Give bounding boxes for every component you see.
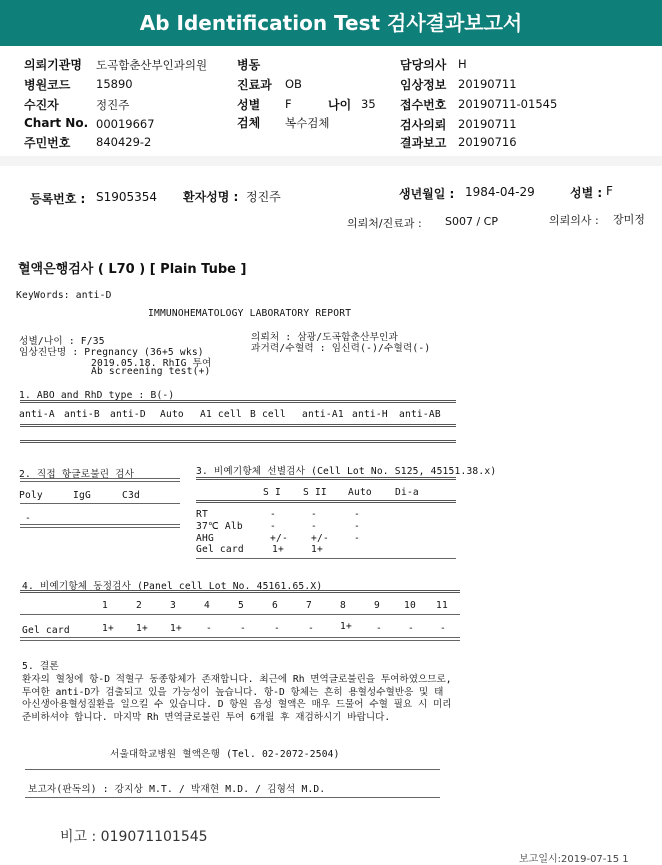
order-info-panel	[0, 46, 662, 156]
screen-row-gel-name: Gel card	[196, 544, 244, 555]
screen-header-dia: Di-a	[395, 487, 419, 498]
panel-result-4: -	[206, 623, 212, 634]
screen-row-alb-s2: -	[311, 521, 317, 532]
institution-label: 의뢰기관명	[24, 58, 82, 72]
screen-row-ahg-s2: +/-	[311, 533, 329, 544]
abo-header-anti-a1: anti-A1	[302, 409, 344, 420]
sex-label: 성별	[237, 98, 261, 112]
reg-no-value: S1905354	[96, 190, 158, 204]
examinee-value: 정진주	[96, 98, 130, 112]
diagnosis-line-1: 임상진단명 : Pregnancy (36+5 wks)	[19, 347, 204, 358]
rule	[20, 590, 460, 593]
rule	[20, 440, 456, 443]
department-value: OB	[285, 77, 302, 91]
screen-row-rt-s2: -	[311, 509, 317, 520]
age-value: 35	[361, 97, 376, 111]
panel-result-8: 1+	[340, 621, 352, 632]
hospital-code-label: 병원코드	[24, 78, 71, 92]
section-4-title: 4. 비예기항체 동정검사 (Panel cell Lot No. 45161.65.X)	[22, 581, 323, 592]
screen-row-ahg-name: AHG	[196, 533, 214, 544]
dat-header-c3d: C3d	[122, 490, 140, 501]
panel-result-9: -	[376, 623, 382, 634]
screen-row-ahg-auto: -	[354, 533, 360, 544]
rule	[25, 797, 440, 798]
lab-report-title: IMMUNOHEMATOLOGY LABORATORY REPORT	[148, 308, 352, 319]
sex-value: F	[285, 97, 292, 111]
panel-row-label: Gel card	[22, 625, 70, 636]
rule	[196, 477, 456, 480]
section-divider	[0, 156, 662, 166]
req-doctor-label: 의뢰의사 :	[549, 214, 599, 227]
panel-result-1: 1+	[102, 623, 114, 634]
rule	[20, 614, 460, 615]
note-line: 비고 : 019071101545	[60, 829, 208, 845]
panel-result-5: -	[240, 623, 246, 634]
panel-cell-8: 8	[340, 600, 346, 611]
panel-result-7: -	[308, 623, 314, 634]
section-3-title: 3. 비예기항체 선별검사 (Cell Lot No. S125, 45151.38.x)	[196, 466, 497, 477]
chart-no-label: Chart No.	[24, 116, 89, 130]
history-line: 과거력/수혈력 : 임신력(-)/수혈력(-)	[251, 343, 431, 354]
reg-no-label: 등록번호 :	[30, 192, 86, 206]
rule	[20, 527, 180, 528]
rule	[20, 478, 180, 479]
dob-value: 1984-04-29	[465, 185, 535, 199]
rule	[20, 503, 180, 504]
panel-cell-5: 5	[238, 600, 244, 611]
abo-header-auto: Auto	[160, 409, 184, 420]
section-2-title: 2. 직접 항글로불린 검사	[19, 469, 135, 480]
screen-row-alb-s1: -	[270, 521, 276, 532]
dept-value: S007 / CP	[445, 215, 498, 228]
report-banner: Ab Identification Test 검사결과보고서	[0, 0, 662, 46]
rule	[25, 769, 440, 770]
panel-cell-7: 7	[306, 600, 312, 611]
result-report-value: 20190716	[458, 135, 517, 149]
req-doctor-value: 장미정	[613, 213, 645, 226]
screen-row-rt-auto: -	[354, 509, 360, 520]
diagnosis-line-2: 2019.05.18. RhIG 투여	[91, 358, 212, 369]
abo-header-anti-a: anti-A	[19, 409, 55, 420]
rule	[20, 481, 180, 482]
test-request-label: 검사의뢰	[400, 118, 447, 132]
panel-cell-9: 9	[374, 600, 380, 611]
panel-cell-3: 3	[170, 600, 176, 611]
screen-header-auto: Auto	[348, 487, 372, 498]
rule	[196, 558, 456, 559]
screen-row-alb-name: 37℃ Alb	[196, 521, 243, 532]
hospital-code-value: 15890	[96, 77, 133, 91]
panel-cell-4: 4	[204, 600, 210, 611]
rule	[20, 424, 456, 427]
dept-label: 의뢰처/진료과 :	[347, 217, 422, 230]
rule	[20, 400, 456, 403]
panel-cell-11: 11	[436, 600, 448, 611]
clinical-info-label: 임상정보	[400, 78, 447, 92]
diagnosis-line-3: Ab screening test(+)	[91, 366, 211, 377]
abo-header-b-cell: B cell	[250, 409, 286, 420]
screen-row-rt-s1: -	[270, 509, 276, 520]
result-report-label: 결과보고	[400, 136, 447, 150]
abo-header-anti-h: anti-H	[352, 409, 388, 420]
screen-header-s1: S I	[263, 487, 281, 498]
section-1-title: 1. ABO and RhD type : B(-)	[19, 390, 175, 401]
report-sex-label: 성별 :	[570, 186, 603, 200]
abo-header-anti-d: anti-D	[110, 409, 146, 420]
abo-header-a1-cell: A1 cell	[200, 409, 242, 420]
keywords: KeyWords: anti-D	[16, 290, 112, 301]
rule	[20, 524, 180, 525]
ward-label: 병동	[237, 58, 261, 72]
panel-result-10: -	[408, 623, 414, 634]
section-5-title: 5. 결론	[22, 661, 59, 672]
accession-no-value: 20190711-01545	[458, 97, 558, 111]
dat-header-igg: IgG	[73, 490, 91, 501]
department-label: 진료과	[237, 78, 272, 92]
screen-row-alb-auto: -	[354, 521, 360, 532]
clinical-info-value: 20190711	[458, 77, 517, 91]
test-request-value: 20190711	[458, 117, 517, 131]
referral-line: 의뢰처 : 삼광/도곡함춘산부인과	[251, 332, 398, 343]
screen-header-s2: S II	[303, 487, 327, 498]
dat-header-poly: Poly	[19, 490, 43, 501]
screen-row-ahg-s1: +/-	[270, 533, 288, 544]
panel-cell-1: 1	[102, 600, 108, 611]
attending-doctor-label: 담당의사	[400, 58, 447, 72]
rule	[20, 637, 460, 638]
specimen-label: 검체	[237, 116, 261, 130]
age-label: 나이	[328, 98, 352, 112]
panel-result-3: 1+	[170, 623, 182, 634]
attending-doctor-value: H	[458, 57, 467, 71]
chart-no-value: 00019667	[96, 117, 155, 131]
panel-result-6: -	[274, 623, 280, 634]
resident-no-label: 주민번호	[24, 136, 71, 150]
patient-name-value: 정진주	[246, 190, 281, 204]
scanned-lab-report	[0, 166, 662, 865]
accession-no-label: 접수번호	[400, 98, 447, 112]
institution-value: 도곡함춘산부인과의원	[96, 58, 208, 72]
panel-cell-2: 2	[136, 600, 142, 611]
examinee-label: 수진자	[24, 98, 59, 112]
rule	[196, 500, 456, 503]
report-sex-value: F	[606, 184, 613, 198]
dat-result: -	[25, 513, 31, 524]
test-title: 혈액은행검사 ( L70 ) [ Plain Tube ]	[18, 262, 247, 277]
dob-label: 생년월일 :	[399, 187, 455, 201]
reporter-line: 보고자(판독의) : 강지상 M.T. / 박재현 M.D. / 김형석 M.D.	[28, 784, 326, 795]
report-datetime-footer: 보고일시:2019-07-15 1	[519, 854, 629, 865]
abo-header-anti-b: anti-B	[64, 409, 100, 420]
abo-header-anti-ab: anti-AB	[399, 409, 441, 420]
patient-name-label: 환자성명 :	[183, 190, 239, 204]
rule	[20, 640, 460, 641]
sex-age-line: 성별/나이 : F/35	[19, 336, 105, 347]
panel-cell-6: 6	[272, 600, 278, 611]
panel-result-2: 1+	[136, 623, 148, 634]
panel-result-11: -	[440, 623, 446, 634]
blood-bank-contact: 서울대학교병원 혈액은행 (Tel. 02-2072-2504)	[110, 749, 340, 760]
conclusion-text: 환자의 혈청에 항-D 적혈구 동종항체가 존재합니다. 최근에 Rh 면역글로불린을 투여하였으므로, 투여한 anti-D가 검출되고 있을 가능성이 높습니다. 항-D 항체는 흔히 용혈성수혈반응 및 태아신생아용혈성질환을 일으킬 수 있습니다. D 항원 음성 혈액은 매우 드물어 수혈 필요 시 미리 준비하셔야 합니다. 마지막 Rh 면역글로불린 투여 6개월 후 재검하시기 바랍니다.	[22, 674, 452, 723]
resident-no-value: 840429-2	[96, 135, 152, 149]
panel-cell-10: 10	[404, 600, 416, 611]
specimen-value: 복수검체	[285, 116, 330, 130]
screen-row-gel-s1: 1+	[272, 544, 284, 555]
screen-row-gel-s2: 1+	[311, 544, 323, 555]
screen-row-rt-name: RT	[196, 509, 208, 520]
